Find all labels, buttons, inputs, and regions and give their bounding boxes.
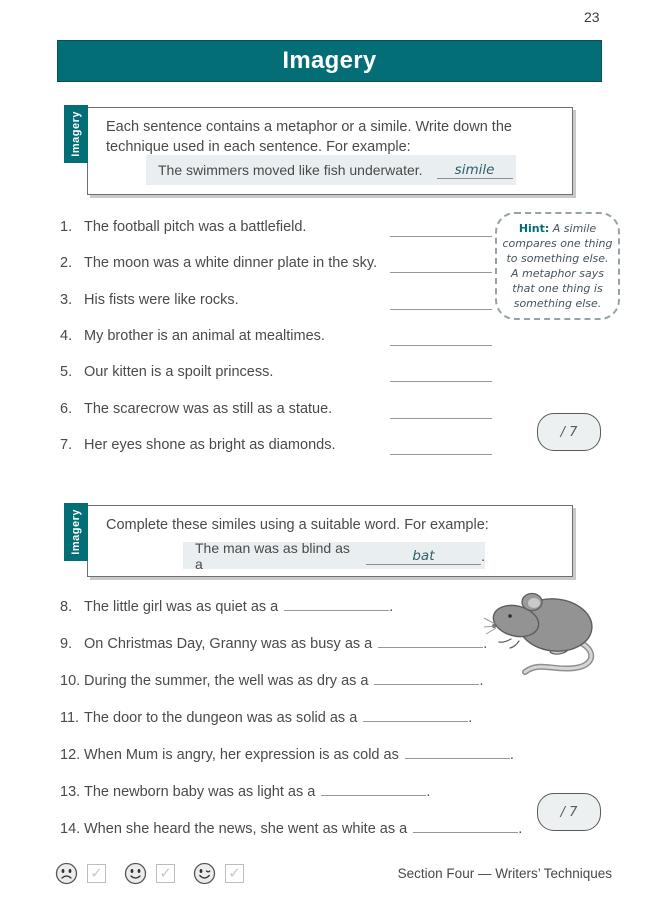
question-text: The football pitch was a battlefield.: [84, 219, 307, 235]
example-answer-blank: [366, 547, 481, 565]
question-number: 4.: [60, 328, 73, 344]
answer-blank-11[interactable]: [363, 708, 468, 722]
question-number: 7.: [60, 437, 73, 453]
wink-face-checkbox[interactable]: [225, 864, 244, 883]
exercise2-topic-tab: [64, 503, 88, 561]
question-text: His fists were like rocks.: [84, 292, 239, 308]
question-number: 13.: [60, 784, 81, 800]
question-number: 9.: [60, 636, 73, 652]
face-group-wink: [193, 862, 244, 885]
answer-blank-13[interactable]: [321, 782, 426, 796]
question-suffix: .: [483, 636, 488, 652]
question-number: 8.: [60, 599, 73, 615]
question-row-11: [60, 708, 620, 728]
exercise1-topic-tab: [64, 105, 88, 163]
question-text: When she heard the news, she went as white as a: [84, 821, 408, 837]
exercise1-instructions: Each sentence contains a metaphor or a simile. Write down the technique used in each sentence. For example:: [106, 119, 512, 155]
question-suffix: .: [518, 821, 523, 837]
face-group-sad: [55, 862, 106, 885]
answer-blank-14[interactable]: [413, 819, 518, 833]
score-box-2: / 7: [537, 793, 601, 831]
question-text: My brother is an animal at mealtimes.: [84, 328, 325, 344]
exercise2-example: [183, 539, 485, 572]
exercise2-instructions: Complete these similes using a suitable word. For example:: [106, 517, 489, 533]
question-number: 14.: [60, 821, 81, 837]
question-number: 6.: [60, 401, 73, 417]
question-row-4: [60, 328, 620, 348]
topic-tab-label: Imagery: [70, 509, 82, 555]
answer-blank-10[interactable]: [374, 671, 479, 685]
question-row-13: [60, 782, 620, 802]
answer-blank-6[interactable]: [390, 405, 492, 419]
smile-face-checkbox[interactable]: [156, 864, 175, 883]
hint-box: [495, 212, 620, 320]
answer-blank-3[interactable]: [390, 296, 492, 310]
question-row-14: [60, 819, 620, 839]
question-number: 10.: [60, 673, 81, 689]
topic-tab-label: Imagery: [70, 111, 82, 157]
question-number: 3.: [60, 292, 73, 308]
question-text: The scarecrow was as still as a statue.: [84, 401, 333, 417]
self-assessment-faces: [55, 862, 244, 885]
question-row-5: [60, 364, 620, 384]
hint-text: A simile compares one thing to something else. A metaphor says that one thing is something else.: [502, 222, 613, 310]
hint-label: Hint:: [518, 222, 550, 235]
question-suffix: .: [389, 599, 394, 615]
sad-face-checkbox[interactable]: [87, 864, 106, 883]
page-number: 23: [584, 9, 600, 25]
question-suffix: .: [426, 784, 431, 800]
question-text: Our kitten is a spoilt princess.: [84, 364, 274, 380]
check-icon: ✓: [90, 865, 103, 882]
check-icon: ✓: [159, 865, 172, 882]
mouse-icon: [483, 583, 608, 678]
example-answer: simile: [454, 162, 495, 178]
example-suffix: .: [481, 547, 485, 564]
page-title-bar: [57, 40, 602, 82]
face-group-smile: [124, 862, 175, 885]
answer-blank-12[interactable]: [405, 745, 510, 759]
score-box-1: / 7: [537, 413, 601, 451]
example-sentence: The man was as blind as a: [195, 539, 350, 572]
example-answer: bat: [412, 547, 435, 564]
section-label: Section Four — Writers’ Techniques: [397, 866, 612, 881]
question-number: 12.: [60, 747, 81, 763]
question-text: The newborn baby was as light as a: [84, 784, 316, 800]
exercise1-example: [146, 155, 516, 185]
question-number: 11.: [60, 710, 80, 726]
question-row-6: [60, 401, 620, 421]
question-text: During the summer, the well was as dry as a: [84, 673, 369, 689]
example-answer-blank: [437, 161, 513, 179]
question-row-7: [60, 437, 620, 457]
question-number: 2.: [60, 255, 73, 271]
question-text: Her eyes shone as bright as diamonds.: [84, 437, 336, 453]
question-number: 5.: [60, 364, 73, 380]
question-text: On Christmas Day, Granny was as busy as a: [84, 636, 373, 652]
wink-face-icon: [193, 862, 216, 885]
question-text: When Mum is angry, her expression is as cold as: [84, 747, 399, 763]
answer-blank-8[interactable]: [284, 597, 389, 611]
answer-blank-7[interactable]: [390, 441, 492, 455]
answer-blank-5[interactable]: [390, 368, 492, 382]
question-text: The little girl was as quiet as a: [84, 599, 279, 615]
answer-blank-4[interactable]: [390, 332, 492, 346]
question-number: 1.: [60, 219, 73, 235]
question-suffix: .: [509, 747, 514, 763]
answer-blank-9[interactable]: [378, 634, 483, 648]
check-icon: ✓: [228, 865, 241, 882]
answer-blank-2[interactable]: [390, 259, 492, 273]
question-suffix: .: [479, 673, 484, 689]
question-row-12: [60, 745, 620, 765]
sad-face-icon: [55, 862, 78, 885]
answer-blank-1[interactable]: [390, 223, 492, 237]
question-text: The door to the dungeon was as solid as a: [84, 710, 358, 726]
smile-face-icon: [124, 862, 147, 885]
mouse-illustration: [483, 583, 608, 678]
page-title: Imagery: [282, 47, 377, 74]
exercise2-instruction-box: [70, 505, 573, 577]
question-suffix: .: [468, 710, 473, 726]
exercise1-instruction-box: [70, 107, 573, 195]
question-text: The moon was a white dinner plate in the sky.: [84, 255, 378, 271]
example-sentence: The swimmers moved like fish underwater.: [158, 162, 423, 178]
